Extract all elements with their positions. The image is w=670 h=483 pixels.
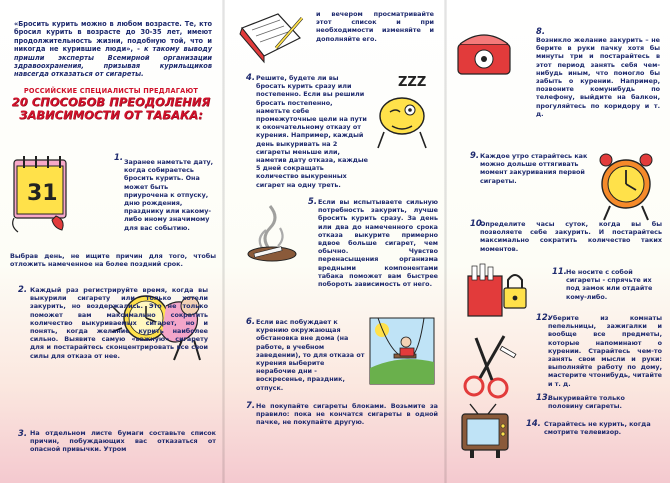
tip-12-text-body: Уберите из комнаты пепельницы, зажигалки и вообще все предметы, которые напоминают о курении. Старайтесь чем-то занять свои мысли и руки: выполняйте работу по дому, мастерите чтонибудь, читайте и т. д. [548,314,662,388]
tip-5-text [318,198,438,288]
locked-cigarettes-icon [458,258,534,322]
tip-11-text: Не носите с собой сигареты - спрячьте их под замок или отдайте кому-либо. [566,268,653,301]
notebook-pen-icon [236,8,306,66]
tip-3-text: На отдельном листе бумаги составьте список причин, побуждающих вас отказаться от опасной привычки. Утром [30,429,216,454]
tip-10-number: 10. [470,218,485,228]
tip-2-text-lead [30,286,208,360]
tip-5-text-body: Если вы испытываете сильную потребность закурить, лучше бросить курить сразу. За день или два до намеченного срока отказа выкурите примерно вдвое больше сигарет, чем обычно. Чувство перенасыщения организма вредными компонентами табака поможет вам быстрее побороть зависимость от него. [318,198,438,289]
tip-1-text: Заранее наметьте дату, когда собираетесь бросить курить. Она может быть приурочена к отпуску, дню рождения, празднику или какому-либо иному значимому для вас событию. [124,158,214,232]
smoke-cigarette-icon [240,200,304,266]
tip-7-text: Не покупайте сигареты блоками. Возьмите за правило: пока не кончатся сигареты в одной пачке, не покупайте другую. [256,402,438,427]
intro-paragraph [14,20,212,79]
television-icon [458,402,520,462]
tip-13-text: Выкуривайте только половину сигареты. [548,394,625,411]
intro-attribution: к такому выводу пришли эксперты Всемирной организации здравоохранения, призывая курильщиков навсегда отказаться от сигареты. [14,45,213,79]
calendar-icon [8,150,78,236]
panel-right [444,0,670,483]
calendar-number: 31 [27,181,58,206]
tip-8-text [536,36,660,118]
tip-12-number: 12. [536,312,551,322]
fold-line-1 [222,0,225,483]
sleep-zzz: ZZZ [398,75,427,90]
tip-5-number: 5. [308,196,318,206]
tip-14-text: Старайтесь не курить, когда смотрите телевизор. [544,420,651,437]
tip-12-text [548,314,662,388]
tip-6-number: 6. [246,316,256,326]
telephone-icon [452,26,516,78]
tip-4-text: Решите, будете ли вы бросать курить сразу или постепенно. Если вы решили бросать постепенно, наметьте себе промежуточные цели на пути к окончательному отказу от курения. Например, каждый день выкуривать на 2 сигареты меньше или, наметив дату отказа, каждые 5 дней сокращать количество выкуренных сигарет на одну треть. [256,74,369,189]
tip-6-text: Если вас побуждает к курению окружающая обстановка вне дома (на работе, в учебном заведении), то для отказа от курения выберите нерабочие дни - воскресенье, праздник, отпуск. [256,318,365,392]
panel-middle [222,0,444,483]
tip-14-number: 14. [526,418,541,428]
tip-10-text: Определите часы суток, когда вы бы позволяете себе закурить. И постарайтесь максимально сократить количество таких моментов. [480,220,662,253]
tip-4-number: 4. [246,72,256,82]
sleeping-face-icon [368,70,438,154]
tip-3-continuation: и вечером просматривайте этот список и при необходимости изменяйте и дополняйте его. [316,10,434,43]
alarm-clock-icon [590,148,660,224]
swing-icon [368,316,436,386]
heading-specialists: РОССИЙСКИЕ СПЕЦИАЛИСТЫ ПРЕДЛАГАЮТ [23,86,199,95]
fold-line-2 [444,0,447,483]
tip-8-text-body: Возникло желание закурить – не берите в руки пачку хотя бы минуты три и постарайтесь в этот период занять себя чем-нибудь иным, что помогло бы забыть о курении. Например, позвоните комунибудь по телефону, выйдите на балкон, прогуляйтесь по коридору и т. д. [536,36,660,118]
tip-7-number: 7. [246,400,256,410]
tip-11-number: 11. [552,266,567,276]
tip-3-number: 3. [18,428,28,438]
heading-20-ways-line1: 20 СПОСОБОВ ПРЕОДОЛЕНИЯ [11,94,211,109]
tip-2-text: Каждый раз регистрируйте время, когда вы выкурили сигарету или только хотели закурить, но воздержались. Это не только поможет вам максимально сократить количество выкуриваемых сигарет, но и понять, когда желание курить наиболее сильно. Выявите самую «важную» сигарету для и постарайтесь сконцентрировать все свои силы для отказа от нее. [30,286,208,360]
panel-left [0,0,222,483]
tip-1-continuation: Выбрав день, не ищите причин для того, чтобы отложить намеченное на более поздний срок. [10,252,216,269]
tip-13-number: 13. [536,392,551,402]
tip-9-number: 9. [470,150,480,160]
scissors-icon [460,330,520,400]
heading-20-ways-line2: ЗАВИСИМОСТИ ОТ ТАБАКА: [19,108,203,123]
tip-2-number: 2. [18,284,28,294]
tip-1-number: 1. [114,152,124,162]
tip-8-number: 8. [536,26,546,36]
tip-9-text: Каждое утро старайтесь как можно дольше оттягивать момент закуривания первой сигареты. [480,152,588,185]
intro-quote: «Бросить курить можно в любом возрасте. Те, кто бросил курить в возрасте до 30-35 лет, имеют продолжительность жизни, подобную той, что и никогда не курившие люди», - [14,20,212,54]
